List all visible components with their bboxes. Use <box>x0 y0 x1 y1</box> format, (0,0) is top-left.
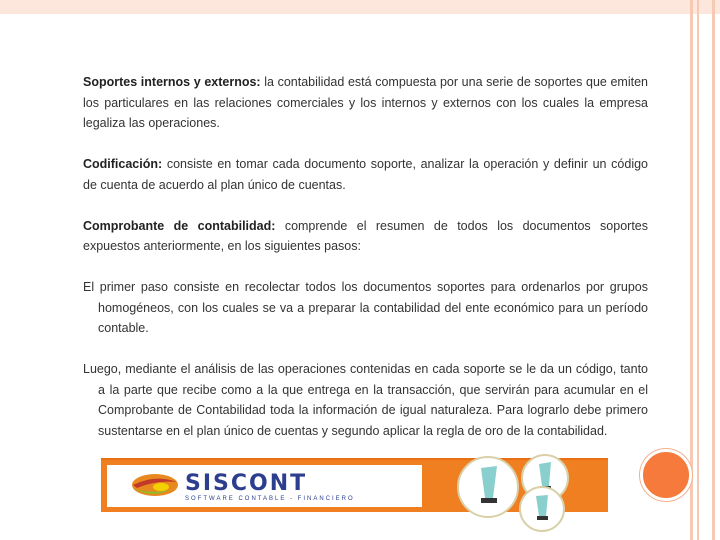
trophy-badge-icon <box>457 456 519 518</box>
siscont-logo-text: SISCONT <box>185 471 308 496</box>
term-comprobante: Comprobante de contabilidad: <box>83 218 276 233</box>
term-codificacion: Codificación: <box>83 157 163 171</box>
siscont-tagline: SOFTWARE CONTABLE - FINANCIERO <box>185 496 355 502</box>
text-soportes: la contabilidad está compuesta por una serie de soportes que emiten los particulares en las relaciones comerciales y los internos y externos con los cuales la empresa legaliza las operaciones. <box>83 75 648 130</box>
orange-circle-decoration <box>640 449 692 501</box>
trophy-badge-icon <box>519 486 565 532</box>
slide-content <box>83 72 648 462</box>
paragraph-soportes <box>83 72 648 134</box>
paragraph-codificacion <box>83 154 648 195</box>
term-soportes: Soportes internos y externos: <box>83 75 261 89</box>
decorative-rail <box>690 0 693 540</box>
top-band <box>0 0 720 14</box>
paragraph-comprobante <box>83 216 648 257</box>
decorative-rail <box>712 0 715 540</box>
text-comprobante: comprende el resumen de todos los documentos soportes expuestos anteriormente, en los siguientes pasos: <box>83 218 649 253</box>
banner-logo-panel <box>107 465 422 507</box>
decorative-rail <box>697 0 699 540</box>
siscont-logo-icon <box>131 472 179 498</box>
step-paragraph: Luego, mediante el análisis de las operaciones contenidas en cada soporte se le da un código, tanto a la parte que recibe como a la que entrega en la transacción, que servirán para acumular en el Comprobante de Contabilidad toda la información de igual naturaleza. Para lograrlo debe primero sustentarse en el plan único de cuentas y segundo aplicar la regla de oro de la contabilidad. <box>83 362 648 438</box>
text-codificacion: consiste en tomar cada documento soporte, analizar la operación y definir un código de cuenta de acuerdo al plan único de cuentas. <box>83 157 648 192</box>
step-paragraph: El primer paso consiste en recolectar todos los documentos soportes para ordenarlos por grupos homogéneos, con los cuales se va a preparar la contabilidad del ente económico para un período contable. <box>83 280 648 335</box>
siscont-banner <box>101 458 608 512</box>
